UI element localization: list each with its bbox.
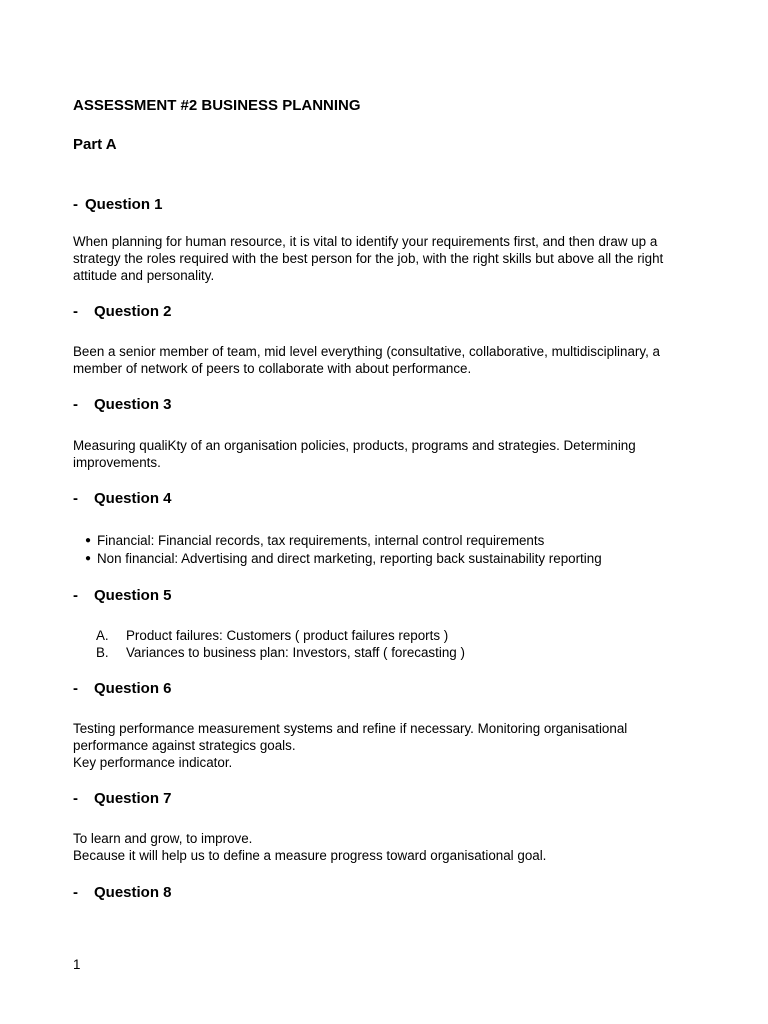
question-label: Question 6 bbox=[94, 680, 172, 697]
lettered-item bbox=[96, 628, 465, 645]
bullet-dot-icon: ● bbox=[85, 535, 92, 546]
question-7-answer bbox=[73, 831, 713, 865]
question-4-bullet-list bbox=[85, 532, 602, 568]
bullet-text: Financial: Financial records, tax requirements, internal control requirements bbox=[97, 533, 545, 548]
question-label: Question 5 bbox=[94, 587, 172, 604]
question-label: Question 8 bbox=[94, 884, 172, 901]
question-2-answer bbox=[73, 344, 673, 378]
question-dash: - bbox=[73, 884, 78, 901]
lettered-item bbox=[96, 645, 465, 662]
bullet-text: Non financial: Advertising and direct marketing, reporting back sustainability reporting bbox=[97, 551, 602, 566]
question-1-answer bbox=[73, 234, 693, 284]
answer-paragraph: To learn and grow, to improve. bbox=[73, 831, 253, 846]
question-dash: - bbox=[73, 303, 78, 320]
question-dash: - bbox=[73, 790, 78, 807]
question-label: Question 3 bbox=[94, 396, 172, 413]
question-6-answer bbox=[73, 721, 633, 771]
answer-paragraph: When planning for human resource, it is vital to identify your requirements first, and then draw up a strategy the roles required with the best person for the job, with the right skills but above all the right attitude and personality. bbox=[73, 234, 664, 283]
question-label: Question 4 bbox=[94, 490, 172, 507]
question-dash: - bbox=[73, 396, 78, 413]
answer-paragraph: Measuring qualiKty of an organisation policies, products, programs and strategies. Determining improvements. bbox=[73, 438, 636, 470]
answer-paragraph: Been a senior member of team, mid level everything (consultative, collaborative, multidisciplinary, a member of network of peers to collaborate with about performance. bbox=[73, 344, 660, 376]
question-dash: - bbox=[73, 490, 78, 507]
item-text: Product failures: Customers ( product failures reports ) bbox=[126, 628, 449, 643]
answer-paragraph: Because it will help us to define a measure progress toward organisational goal. bbox=[73, 847, 547, 863]
question-dash: - bbox=[73, 587, 78, 604]
bullet-dot-icon: ● bbox=[85, 553, 92, 564]
question-label: Question 7 bbox=[94, 790, 172, 807]
bullet-item bbox=[85, 550, 602, 568]
bullet-item bbox=[85, 532, 602, 550]
item-letter: B. bbox=[96, 644, 109, 660]
part-title: Part A bbox=[73, 136, 117, 153]
question-5-lettered-list bbox=[96, 628, 465, 661]
answer-paragraph: Testing performance measurement systems and refine if necessary. Monitoring organisational performance against strategics goals. bbox=[73, 721, 628, 753]
question-dash: - bbox=[73, 680, 78, 697]
item-letter: A. bbox=[96, 628, 109, 643]
item-text: Variances to business plan: Investors, staff ( forecasting ) bbox=[126, 644, 465, 660]
answer-paragraph: Key performance indicator. bbox=[73, 754, 233, 770]
question-label: Question 1 bbox=[85, 196, 163, 213]
question-dash: - bbox=[73, 196, 78, 213]
question-label: Question 2 bbox=[94, 303, 172, 320]
question-3-answer bbox=[73, 438, 648, 472]
page-number: 1 bbox=[73, 957, 81, 972]
document-title: ASSESSMENT #2 BUSINESS PLANNING bbox=[73, 97, 361, 114]
